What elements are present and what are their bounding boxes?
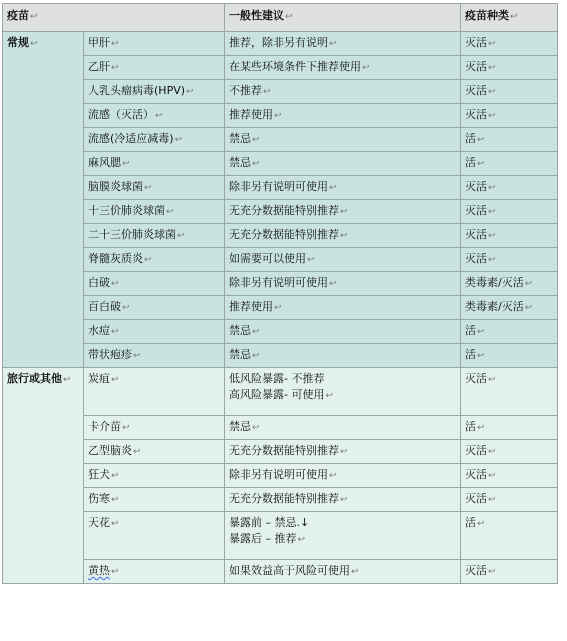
table-row [3, 512, 558, 560]
vaccine-type-cell: 活↩ [461, 416, 558, 440]
table-row [3, 200, 558, 224]
vaccine-name-cell: 乙型脑炎↩ [84, 440, 225, 464]
advice-cell: 推荐使用↩ [225, 296, 461, 320]
advice-cell: 在某些环境条件下推荐使用↩ [225, 56, 461, 80]
vaccine-type-cell: 活↩ [461, 344, 558, 368]
advice-cell: 禁忌↩ [225, 344, 461, 368]
table-row [3, 80, 558, 104]
vaccine-name-cell: 卡介苗↩ [84, 416, 225, 440]
vaccine-type-cell: 灭活↩ [461, 56, 558, 80]
vaccine-name-cell: 炭疽↩ [84, 368, 225, 416]
advice-cell: 如需要可以使用↩ [225, 248, 461, 272]
vaccine-name-cell: 百白破↩ [84, 296, 225, 320]
table-row [3, 464, 558, 488]
table-row [3, 152, 558, 176]
vaccine-type-cell: 灭活↩ [461, 560, 558, 584]
advice-cell: 低风险暴露- 不推荐 高风险暴露- 可使用↩ [225, 368, 461, 416]
vaccine-type-cell: 灭活↩ [461, 176, 558, 200]
advice-cell: 无充分数据能特别推荐↩ [225, 440, 461, 464]
table-row [3, 224, 558, 248]
advice-cell: 禁忌↩ [225, 320, 461, 344]
vaccine-type-cell: 活↩ [461, 512, 558, 560]
advice-cell: 无充分数据能特别推荐↩ [225, 200, 461, 224]
table-row [3, 248, 558, 272]
vaccine-name-cell: 人乳头瘤病毒(HPV)↩ [84, 80, 225, 104]
vaccine-type-cell: 类毒素/灭活↩ [461, 296, 558, 320]
vaccine-type-cell: 灭活↩ [461, 224, 558, 248]
vaccine-type-cell: 灭活↩ [461, 488, 558, 512]
table-row [3, 56, 558, 80]
vaccine-name-cell: 天花↩ [84, 512, 225, 560]
vaccine-type-cell: 灭活↩ [461, 32, 558, 56]
table-row [3, 560, 558, 584]
header-vaccine: 疫苗↩ [3, 4, 225, 32]
vaccine-type-cell: 类毒素/灭活↩ [461, 272, 558, 296]
vaccine-name-cell: 乙肝↩ [84, 56, 225, 80]
table-row [3, 296, 558, 320]
vaccine-name-cell: 伤寒↩ [84, 488, 225, 512]
vaccine-name-cell: 二十三价肺炎球菌↩ [84, 224, 225, 248]
vaccine-type-cell: 活↩ [461, 320, 558, 344]
header-type: 疫苗种类↩ [461, 4, 558, 32]
advice-cell: 推荐，除非另有说明↩ [225, 32, 461, 56]
vaccine-name-cell: 流感（灭活）↩ [84, 104, 225, 128]
vaccine-name-cell: 十三价肺炎球菌↩ [84, 200, 225, 224]
table-row [3, 488, 558, 512]
table-body [3, 4, 558, 584]
vaccine-name-cell: 水痘↩ [84, 320, 225, 344]
table-row [3, 320, 558, 344]
table-row [3, 272, 558, 296]
advice-cell: 除非另有说明可使用↩ [225, 464, 461, 488]
vaccine-type-cell: 灭活↩ [461, 80, 558, 104]
vaccine-name-cell: 脊髓灰质炎↩ [84, 248, 225, 272]
advice-cell: 禁忌↩ [225, 152, 461, 176]
vaccine-name-cell: 黄热↩ [84, 560, 225, 584]
vaccine-name-cell: 流感(冷适应减毒)↩ [84, 128, 225, 152]
group-label: 旅行或其他↩ [3, 368, 84, 584]
group-label: 常规↩ [3, 32, 84, 368]
advice-cell: 不推荐↩ [225, 80, 461, 104]
vaccine-type-cell: 灭活↩ [461, 104, 558, 128]
header-recommendation: 一般性建议↩ [225, 4, 461, 32]
advice-cell: 如果效益高于风险可使用↩ [225, 560, 461, 584]
vaccine-type-cell: 灭活↩ [461, 200, 558, 224]
header-row [3, 4, 558, 32]
advice-cell: 除非另有说明可使用↩ [225, 176, 461, 200]
table-row [3, 416, 558, 440]
table-row [3, 344, 558, 368]
advice-cell: 禁忌↩ [225, 128, 461, 152]
vaccine-type-cell: 活↩ [461, 128, 558, 152]
vaccine-type-cell: 活↩ [461, 152, 558, 176]
vaccine-name-cell: 带状疱疹↩ [84, 344, 225, 368]
advice-cell: 禁忌↩ [225, 416, 461, 440]
table-row [3, 104, 558, 128]
table-row [3, 176, 558, 200]
table-row [3, 32, 558, 56]
vaccine-type-cell: 灭活↩ [461, 440, 558, 464]
table-row [3, 440, 558, 464]
vaccine-type-cell: 灭活↩ [461, 464, 558, 488]
advice-cell: 推荐使用↩ [225, 104, 461, 128]
table-row [3, 368, 558, 416]
vaccine-name-cell: 脑膜炎球菌↩ [84, 176, 225, 200]
advice-cell: 无充分数据能特别推荐↩ [225, 224, 461, 248]
table-row [3, 128, 558, 152]
vaccine-name-cell: 白破↩ [84, 272, 225, 296]
advice-cell: 无充分数据能特别推荐↩ [225, 488, 461, 512]
advice-cell: 除非另有说明可使用↩ [225, 272, 461, 296]
vaccine-recommendation-table [2, 3, 558, 584]
vaccine-type-cell: 灭活↩ [461, 368, 558, 416]
vaccine-name-cell: 甲肝↩ [84, 32, 225, 56]
vaccine-type-cell: 灭活↩ [461, 248, 558, 272]
vaccine-name-cell: 麻风腮↩ [84, 152, 225, 176]
advice-cell: 暴露前 – 禁忌.↓ 暴露后 – 推荐↩ [225, 512, 461, 560]
vaccine-name-cell: 狂犬↩ [84, 464, 225, 488]
